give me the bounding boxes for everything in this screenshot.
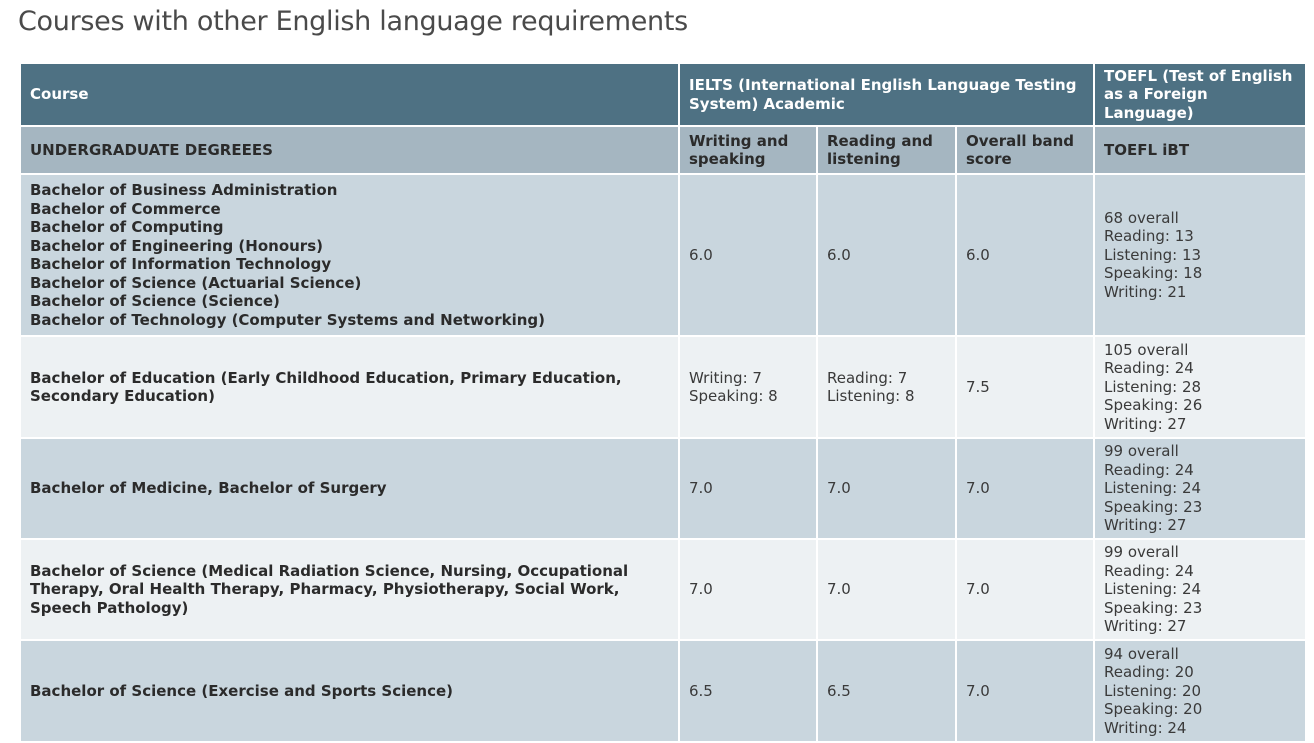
header-ielts: IELTS (International English Language Testing System) Academic — [679, 63, 1094, 126]
toefl-ibt-cell — [1094, 174, 1306, 336]
course-cell — [20, 640, 679, 742]
writing-speaking-cell — [679, 539, 817, 640]
reading-listening-cell — [817, 174, 956, 336]
reading-listening-cell-line: 6.5 — [827, 681, 851, 700]
toefl-ibt-cell-line: Reading: 24 — [1104, 561, 1194, 580]
writing-speaking-cell-line: Writing: 7 — [689, 368, 762, 387]
english-requirements-table — [19, 62, 1307, 743]
course-cell — [20, 336, 679, 438]
reading-listening-cell-line: 7.0 — [827, 479, 851, 498]
toefl-ibt-cell-line: 99 overall — [1104, 543, 1179, 562]
course-cell-line: Bachelor of Commerce — [30, 199, 221, 218]
writing-speaking-cell — [679, 174, 817, 336]
writing-speaking-cell-line: 6.0 — [689, 245, 713, 264]
reading-listening-cell — [817, 539, 956, 640]
table-row — [20, 438, 1306, 539]
reading-listening-cell — [817, 640, 956, 742]
toefl-ibt-cell-line: Listening: 24 — [1104, 479, 1202, 498]
toefl-ibt-cell-line: Reading: 13 — [1104, 227, 1194, 246]
toefl-ibt-cell-line: Listening: 24 — [1104, 580, 1202, 599]
writing-speaking-cell — [679, 336, 817, 438]
course-cell — [20, 438, 679, 539]
table-row — [20, 539, 1306, 640]
toefl-ibt-cell-line: Speaking: 23 — [1104, 497, 1203, 516]
toefl-ibt-cell — [1094, 336, 1306, 438]
writing-speaking-cell-line: 7.0 — [689, 479, 713, 498]
course-cell-line: Bachelor of Computing — [30, 218, 224, 236]
writing-speaking-cell — [679, 438, 817, 539]
toefl-ibt-cell-line: Speaking: 23 — [1104, 598, 1203, 617]
toefl-ibt-cell-line: Reading: 24 — [1104, 460, 1194, 479]
toefl-ibt-cell-line: Listening: 13 — [1104, 245, 1202, 264]
course-cell-line: Bachelor of Technology (Computer Systems and Networking) — [30, 310, 545, 329]
course-cell-line: Bachelor of Engineering (Honours) — [30, 236, 323, 255]
toefl-ibt-cell — [1094, 539, 1306, 640]
course-cell-line: Bachelor of Science (Science) — [30, 292, 280, 310]
writing-speaking-cell-line: Speaking: 8 — [689, 387, 778, 405]
toefl-ibt-cell-line: 99 overall — [1104, 442, 1179, 461]
toefl-ibt-cell-line: Speaking: 26 — [1104, 396, 1203, 415]
reading-listening-cell-line: 6.0 — [827, 245, 851, 264]
overall-band-cell: 7.0 — [956, 539, 1094, 640]
reading-listening-cell-line: Reading: 7 — [827, 368, 908, 387]
toefl-ibt-cell — [1094, 438, 1306, 539]
reading-listening-cell — [817, 438, 956, 539]
subheader-undergraduate-degrees: UNDERGRADUATE DEGREEES — [20, 126, 679, 174]
course-cell-line: Bachelor of Science (Exercise and Sports Science) — [30, 681, 454, 700]
toefl-ibt-cell-line: Reading: 20 — [1104, 663, 1194, 682]
toefl-ibt-cell-line: Writing: 24 — [1104, 718, 1187, 737]
reading-listening-cell-line: 7.0 — [827, 580, 851, 599]
table-row — [20, 640, 1306, 742]
toefl-ibt-cell-line: 68 overall — [1104, 208, 1179, 227]
overall-band-cell: 6.0 — [956, 174, 1094, 336]
subheader-toefl-ibt: TOEFL iBT — [1094, 126, 1306, 174]
toefl-ibt-cell-line: Writing: 27 — [1104, 516, 1187, 535]
overall-band-cell: 7.0 — [956, 640, 1094, 742]
course-cell-line: Bachelor of Science (Medical Radiation Science, Nursing, Occupational Therapy, Oral Health Therapy, Pharmacy, Physiotherapy, Social Work, Speech Pathology) — [30, 561, 629, 617]
overall-band-cell: 7.0 — [956, 438, 1094, 539]
course-cell-line: Bachelor of Information Technology — [30, 255, 332, 273]
header-toefl: TOEFL (Test of English as a Foreign Language) — [1094, 63, 1306, 126]
reading-listening-cell-line: Listening: 8 — [827, 387, 915, 405]
page-title: Courses with other English language requirements — [18, 6, 688, 37]
course-cell-line: Bachelor of Business Administration — [30, 181, 338, 199]
toefl-ibt-cell-line: 105 overall — [1104, 340, 1189, 359]
writing-speaking-cell — [679, 640, 817, 742]
toefl-ibt-cell-line: Listening: 28 — [1104, 377, 1202, 396]
toefl-ibt-cell-line: Speaking: 18 — [1104, 264, 1203, 283]
toefl-ibt-cell-line: Reading: 24 — [1104, 359, 1194, 378]
course-cell — [20, 539, 679, 640]
toefl-ibt-cell-line: Writing: 27 — [1104, 617, 1187, 636]
header-course: Course — [20, 63, 679, 126]
writing-speaking-cell-line: 6.5 — [689, 681, 713, 700]
course-cell — [20, 174, 679, 336]
toefl-ibt-cell-line: Writing: 21 — [1104, 282, 1187, 301]
reading-listening-cell — [817, 336, 956, 438]
table-body — [20, 174, 1306, 742]
toefl-ibt-cell-line: Writing: 27 — [1104, 414, 1187, 433]
table-row — [20, 174, 1306, 336]
toefl-ibt-cell-line: Speaking: 20 — [1104, 700, 1203, 719]
subheader-overall-band-score: Overall band score — [956, 126, 1094, 174]
writing-speaking-cell-line: 7.0 — [689, 580, 713, 599]
toefl-ibt-cell-line: 94 overall — [1104, 644, 1179, 663]
course-cell-line: Bachelor of Education (Early Childhood Education, Primary Education, Secondary Education) — [30, 368, 622, 405]
table-row — [20, 336, 1306, 438]
subheader-reading-listening: Reading and listening — [817, 126, 956, 174]
overall-band-cell: 7.5 — [956, 336, 1094, 438]
course-cell-line: Bachelor of Science (Actuarial Science) — [30, 273, 362, 292]
subheader-writing-speaking: Writing and speaking — [679, 126, 817, 174]
course-cell-line: Bachelor of Medicine, Bachelor of Surgery — [30, 479, 387, 498]
toefl-ibt-cell-line: Listening: 20 — [1104, 681, 1202, 700]
toefl-ibt-cell — [1094, 640, 1306, 742]
